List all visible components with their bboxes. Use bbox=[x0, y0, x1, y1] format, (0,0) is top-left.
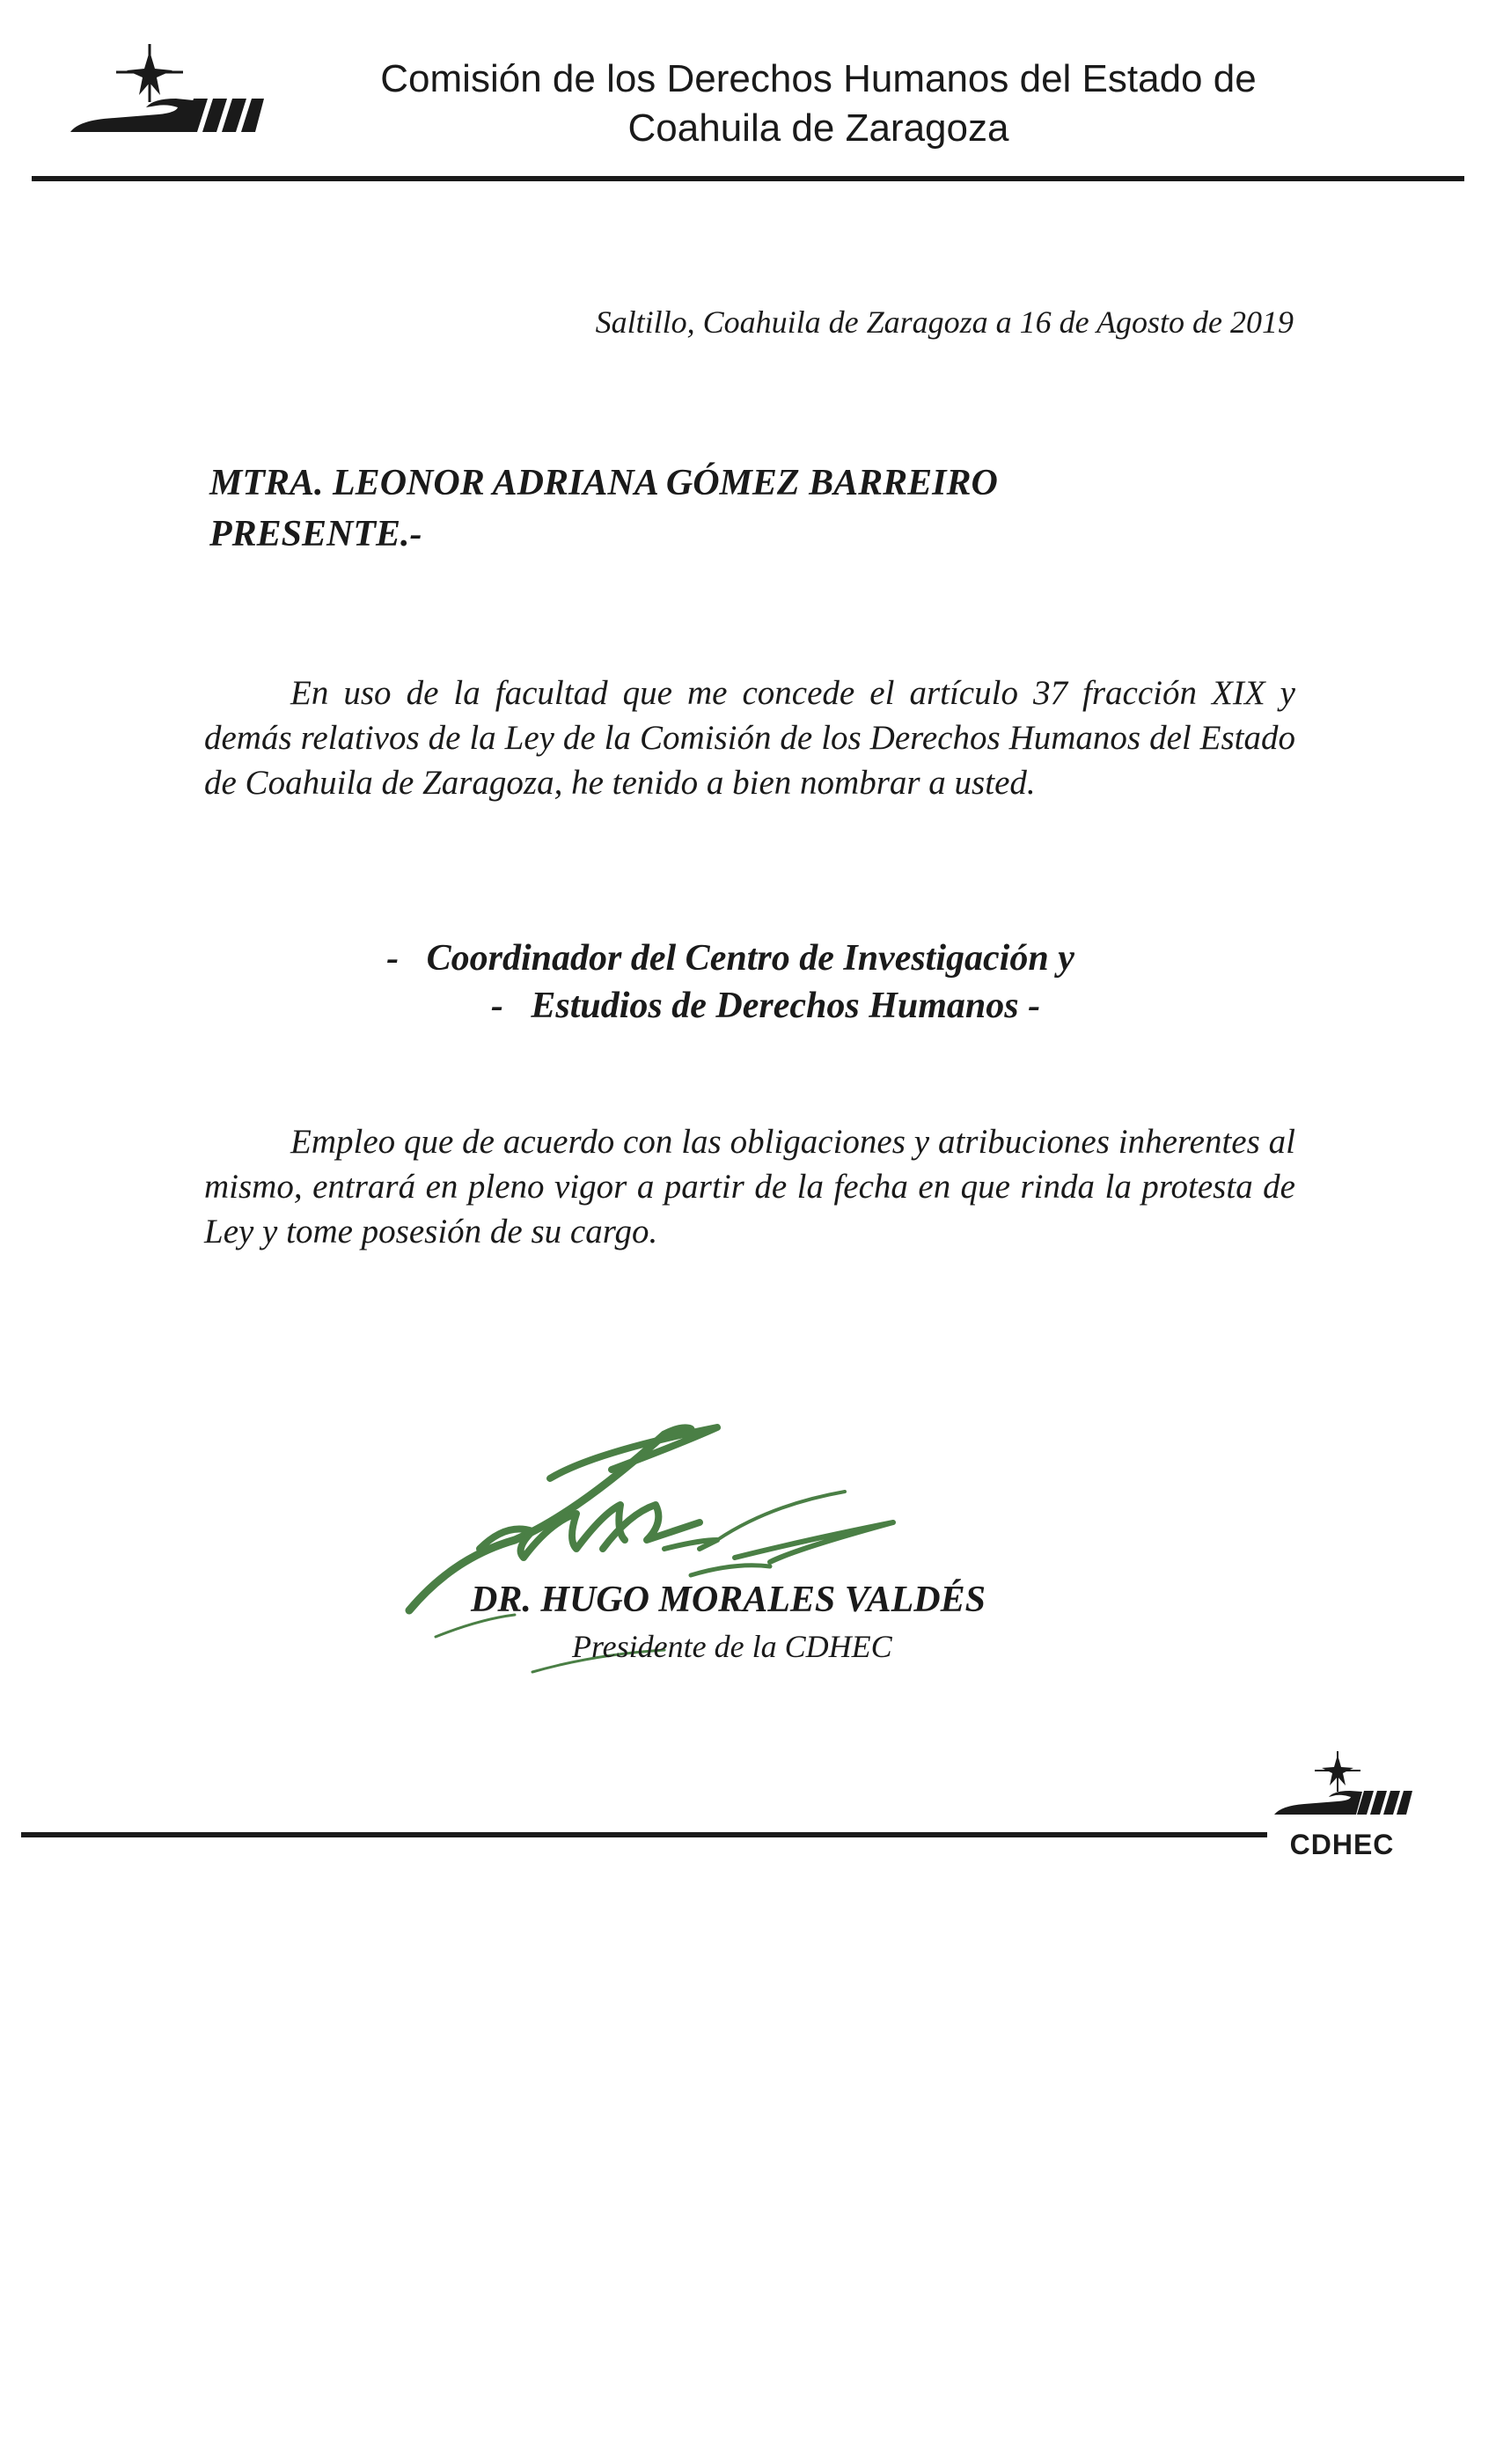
institution-title-line2: Coahuila de Zaragoza bbox=[627, 106, 1009, 150]
employment-paragraph bbox=[204, 1119, 1295, 1254]
position-title-line2: - Estudios de Derechos Humanos - bbox=[490, 986, 1041, 1026]
signer-name: DR. HUGO MORALES VALDÉS bbox=[471, 1580, 986, 1620]
place-and-date: Saltillo, Coahuila de Zaragoza a 16 de Agosto de 2019 bbox=[595, 304, 1294, 340]
appointment-paragraph bbox=[204, 671, 1295, 805]
cdhec-logo-icon bbox=[62, 44, 282, 141]
header-divider bbox=[32, 176, 1464, 181]
appointment-paragraph-text: En uso de la facultad que me concede el artículo 37 fracción XIX y demás relativos de la Ley de la Comisión de los Derechos Humanos del Estado de Coahuila de Zaragoza, he tenido a bien nombrar a usted. bbox=[204, 674, 1295, 802]
institution-title bbox=[290, 55, 1346, 153]
recipient-name: MTRA. LEONOR ADRIANA GÓMEZ BARREIRO bbox=[209, 463, 998, 503]
signer-role: Presidente de la CDHEC bbox=[572, 1629, 892, 1664]
position-title-line1: - Coordinador del Centro de Investigación y bbox=[386, 938, 1074, 979]
employment-paragraph-text: Empleo que de acuerdo con las obligaciones y atribuciones inherentes al mismo, entrará en pleno vigor a partir de la fecha en que rinda la protesta de Ley y tome posesión de su cargo. bbox=[204, 1123, 1295, 1250]
position-title bbox=[229, 935, 1285, 1030]
recipient-salutation: PRESENTE.- bbox=[209, 514, 422, 554]
cdhec-footer-logo-icon bbox=[1267, 1751, 1417, 1822]
footer-divider bbox=[21, 1832, 1267, 1837]
institution-title-line1: Comisión de los Derechos Humanos del Estado de bbox=[380, 57, 1257, 100]
footer-cdhec-label: CDHEC bbox=[1289, 1829, 1395, 1860]
recipient-block bbox=[209, 458, 998, 560]
